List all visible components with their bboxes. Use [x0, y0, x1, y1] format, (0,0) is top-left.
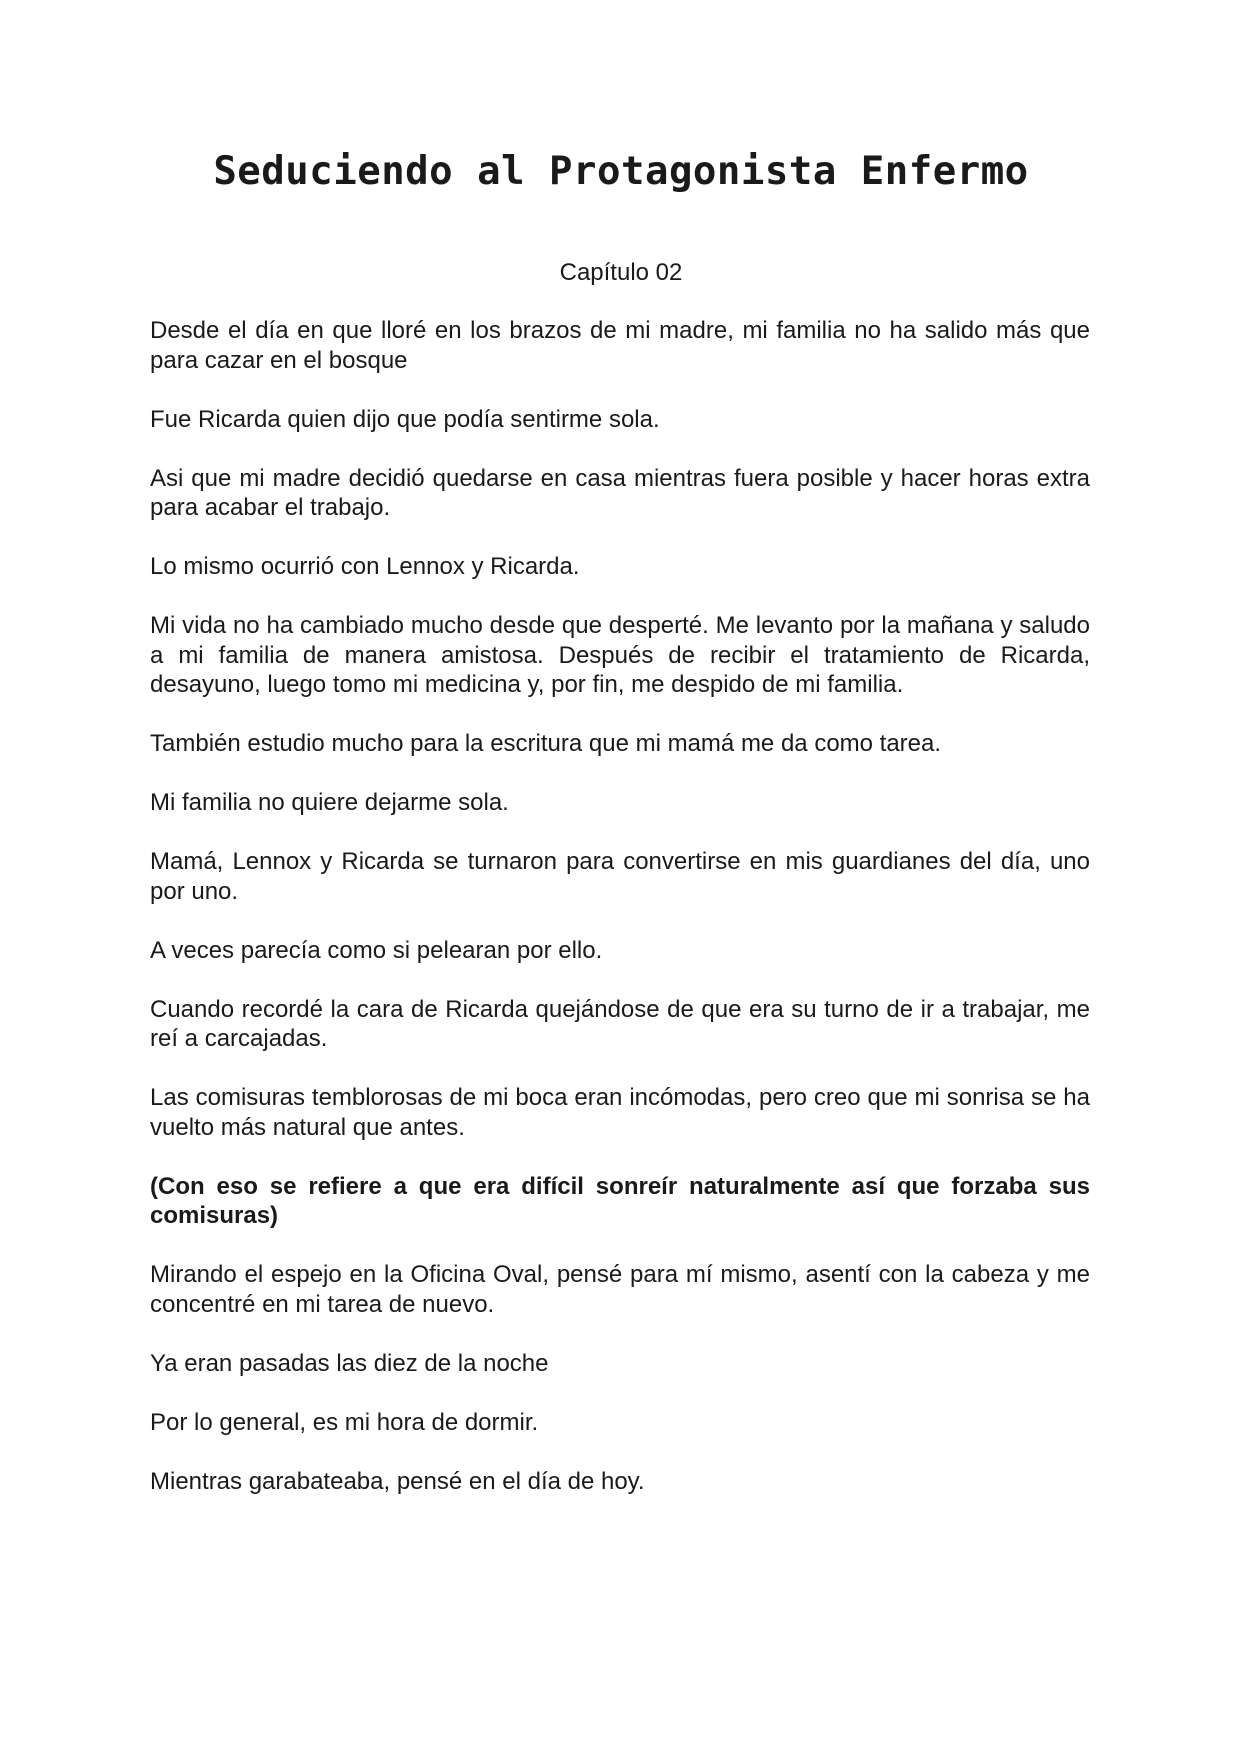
body-paragraph: Lo mismo ocurrió con Lennox y Ricarda.	[150, 553, 580, 580]
note-paragraph: (Con eso se refiere a que era difícil sonreír naturalmente así que forzaba sus comisuras)	[150, 1172, 1090, 1229]
body-paragraph: Mi familia no quiere dejarme sola.	[150, 789, 509, 816]
body-paragraph: Mirando el espejo en la Oficina Oval, pensé para mí mismo, asentí con la cabeza y me concentré en mi tarea de nuevo.	[150, 1261, 1090, 1318]
body-paragraph: Asi que mi madre decidió quedarse en casa mientras fuera posible y hacer horas extra para acabar el trabajo.	[150, 464, 1090, 521]
document-body	[150, 316, 1090, 1526]
body-paragraph: Fue Ricarda quien dijo que podía sentirme sola.	[150, 405, 660, 433]
chapter-heading: Capítulo 02	[559, 259, 683, 286]
body-paragraph: Mamá, Lennox y Ricarda se turnaron para convertirse en mis guardianes del día, uno por uno.	[150, 848, 1090, 905]
body-paragraph: A veces parecía como si pelearan por ello.	[150, 936, 603, 964]
body-paragraph: Desde el día en que lloré en los brazos de mi madre, mi familia no ha salido más que para cazar en el bosque	[150, 317, 1090, 374]
body-paragraph: Cuando recordé la cara de Ricarda quejándose de que era su turno de ir a trabajar, me reí a carcajadas.	[150, 995, 1090, 1052]
body-paragraph: Mientras garabateaba, pensé en el día de hoy.	[150, 1467, 645, 1495]
body-paragraph: Las comisuras temblorosas de mi boca eran incómodas, pero creo que mi sonrisa se ha vuelto más natural que antes.	[150, 1084, 1090, 1141]
body-paragraph: También estudio mucho para la escritura que mi mamá me da como tarea.	[150, 730, 942, 757]
body-paragraph: Por lo general, es mi hora de dormir.	[150, 1408, 539, 1436]
document-title: Seduciendo al Protagonista Enfermo	[213, 149, 1029, 194]
body-paragraph: Ya eran pasadas las diez de la noche	[150, 1349, 549, 1377]
body-paragraph: Mi vida no ha cambiado mucho desde que desperté. Me levanto por la mañana y saludo a mi familia de manera amistosa. Después de recibir el tratamiento de Ricarda, desayuno, luego tomo mi medicina y, por fin, me despido de mi familia.	[150, 612, 1090, 698]
